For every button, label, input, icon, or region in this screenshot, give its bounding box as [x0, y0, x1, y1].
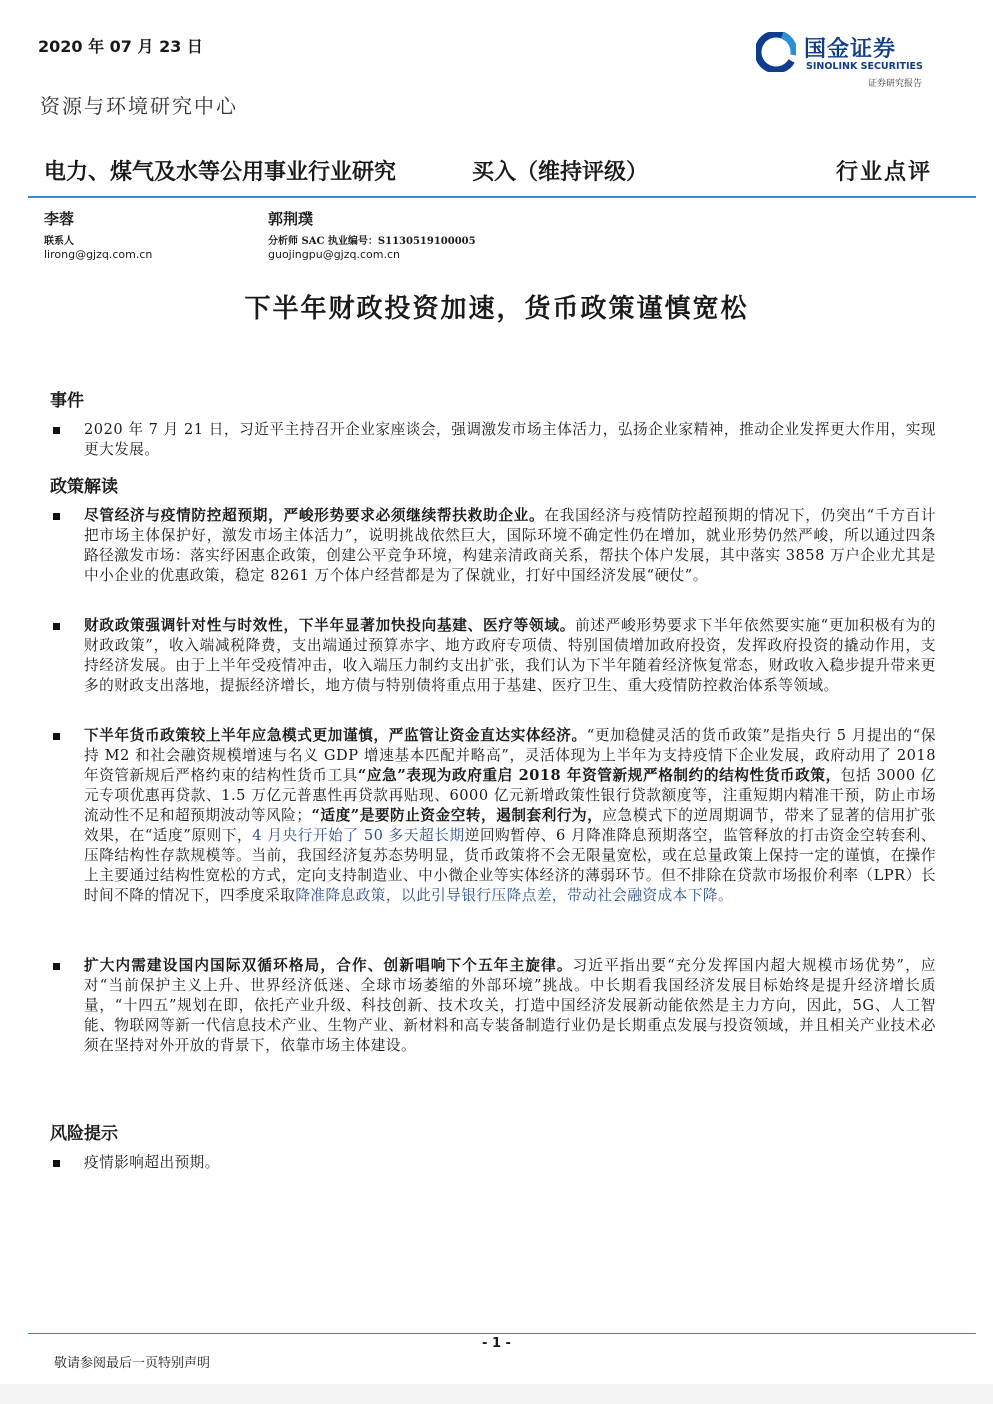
author-name: 李蓉 — [44, 210, 75, 228]
bullet-lead: 财政政策强调针对性与时效性，下半年显著加快投向基建、医疗等领域。 — [84, 617, 576, 634]
report-title: 下半年财政投资加速，货币政策谨慎宽松 — [244, 294, 749, 324]
list-item — [50, 1153, 936, 1173]
logo-en-text: SINOLINK SECURITIES — [806, 61, 923, 72]
bullet-text — [84, 616, 936, 696]
bullet-text — [84, 506, 936, 586]
industry-title: 电力、煤气及水等公用事业行业研究 — [44, 160, 397, 185]
bullet-lead: 尽管经济与疫情防控超预期，严峻形势要求必须继续帮扶救助企业。 — [84, 507, 545, 524]
report-date: 2020 年 07 月 23 日 — [38, 37, 203, 56]
bullet-body: 包括 3000 亿元专项优惠再贷款、1.5 万亿元普惠性再贷款再贴现、6000 亿元新增政策性银行贷款额度等，注重短期内精准干预，防止市场流动性不足和超预期波动等风险； — [84, 767, 937, 824]
bullet-emphasis: “应急”表现为政府重启 2018 年资管新规严格制约的结构性货币政策， — [357, 767, 841, 784]
list-item — [50, 420, 936, 460]
author-role: 联系人 — [44, 236, 74, 247]
list-item — [50, 956, 936, 1056]
bullet-body: “更加稳健灵活的货币政策”是指央行 5 月提出的“保持 M2 和社会融资规模增速与名义 GDP 增速基本匹配并略高”，灵活体现为上半年为支持疫情下企业发展，政府动用了 2018 年资管新规后严格约束的结构性货币工具 — [84, 727, 936, 784]
author-block-2 — [268, 208, 476, 261]
section-heading-event: 事件 — [50, 391, 84, 411]
bullet-icon — [53, 1160, 60, 1167]
bullet-body: 应急模式下的逆周期调节，带来了显著的信用扩张效果，在“适度”原则下， — [84, 807, 936, 844]
research-center: 资源与环境研究中心 — [40, 94, 238, 118]
author-block-1 — [44, 208, 152, 261]
bullet-body: 逆回购暂停、6 月降准降息预期落空，监管释放的打击资金空转套利、压降结构性存款规模等。当前，我国经济复苏态势明显，货币政策将不会无限量宽松，或在总量政策上保持一定的谨慎，在操作上主要通过结构性宽松的方式，定向支持制造业、中小微企业等实体经济的薄弱环节。但不排除在贷款市场报价利率（LPR）长时间不降的情况下，四季度采取 — [84, 827, 936, 904]
logo-cn-text: 国金证券 — [804, 37, 897, 62]
logo-mark-icon — [756, 32, 796, 72]
bullet-text — [84, 956, 936, 1056]
bullet-icon — [53, 733, 60, 740]
page-bottom-bar — [0, 1384, 993, 1404]
bullet-icon — [53, 427, 60, 434]
bullet-text: 2020 年 7 月 21 日，习近平主持召开企业家座谈会，强调激发市场主体活力，弘扬企业家精神，推动企业发挥更大作用，实现更大发展。 — [84, 421, 936, 458]
bullet-lead: 下半年货币政策较上半年应急模式更加谨慎，严监管让资金直达实体经济。 — [84, 727, 587, 744]
bullet-text: 疫情影响超出预期。 — [84, 1154, 220, 1171]
bullet-icon — [53, 513, 60, 520]
bullet-highlight: 降准降息政策，以此引导银行压降点差，带动社会融资成本下降。 — [295, 887, 734, 904]
bullet-text — [84, 726, 936, 906]
section-heading-risk: 风险提示 — [50, 1124, 118, 1144]
bullet-emphasis: “适度”是要防止资金空转，遏制套利行为， — [311, 807, 603, 824]
author-name: 郭荆璞 — [268, 210, 314, 228]
page-number: - 1 - — [482, 1336, 511, 1351]
bullet-lead: 扩大内需建设国内国际双循环格局，合作、创新唱响下个五年主旋律。 — [84, 957, 573, 974]
logo-sub-text: 证券研究报告 — [868, 79, 923, 89]
rating-label: 买入（维持评级） — [472, 160, 649, 185]
list-item — [50, 616, 936, 696]
author-role: 分析师 SAC 执业编号：S1130519100005 — [268, 236, 476, 247]
report-type: 行业点评 — [836, 159, 933, 185]
bullet-body: 习近平指出要“充分发挥国内超大规模市场优势”，应对“当前保护主义上升、世界经济低迷、全球市场萎缩的外部环境”挑战。中长期看我国经济发展目标始终是提升经济增长质量，“十四五”规划在即，依托产业升级、科技创新、技术攻关，打造中国经济发展新动能依然是主力方向，因此，5G、人工智能、物联网等新一代信息技术产业、生物产业、新材料和高专装备制造行业仍是长期重点发展与投资领域，并且相关产业技术必须在坚持对外开放的背景下，依靠市场主体建设。 — [84, 957, 936, 1054]
list-item — [50, 506, 936, 586]
list-item — [50, 726, 936, 906]
company-logo — [756, 30, 946, 92]
bullet-icon — [53, 623, 60, 630]
footer-notice: 敬请参阅最后一页特别声明 — [54, 1356, 211, 1371]
section-heading-policy: 政策解读 — [50, 477, 118, 497]
bullet-icon — [53, 963, 60, 970]
bullet-body: 在我国经济与疫情防控超预期的情况下，仍突出“千方百计把市场主体保护好，激发市场主体活力”，说明挑战依然巨大，国际环境不确定性仍在增加，就业形势仍然严峻，所以通过四条路径激发市场：落实纾困惠企政策，创建公平竞争环境，构建亲清政商关系，帮扶个体户发展，其中落实 3858 万户企业尤其是中小企业的优惠政策，稳定 8261 万个体户经营都是为了保就业，打好中国经济发展“硬仗”。 — [84, 507, 936, 584]
header-divider — [28, 196, 976, 198]
author-email[interactable]: lirong@gjzq.com.cn — [44, 248, 153, 261]
author-email[interactable]: guojingpu@gjzq.com.cn — [268, 248, 401, 261]
bullet-highlight: 4 月央行开始了 50 多天超长期 — [252, 827, 465, 844]
bullet-body: 前述严峻形势要求下半年依然要实施“更加积极有为的财政政策”，收入端减税降费，支出端通过预算赤字、地方政府专项债、特别国债增加政府投资，发挥政府投资的撬动作用，支持经济发展。由于上半年受疫情冲击，收入端压力制约支出扩张，我们认为下半年随着经济恢复常态，财政收入稳步提升带来更多的财政支出落地，提振经济增长，地方债与特别债将重点用于基建、医疗卫生、重大疫情防控救治体系等领域。 — [84, 617, 936, 694]
footer-divider — [28, 1333, 976, 1334]
